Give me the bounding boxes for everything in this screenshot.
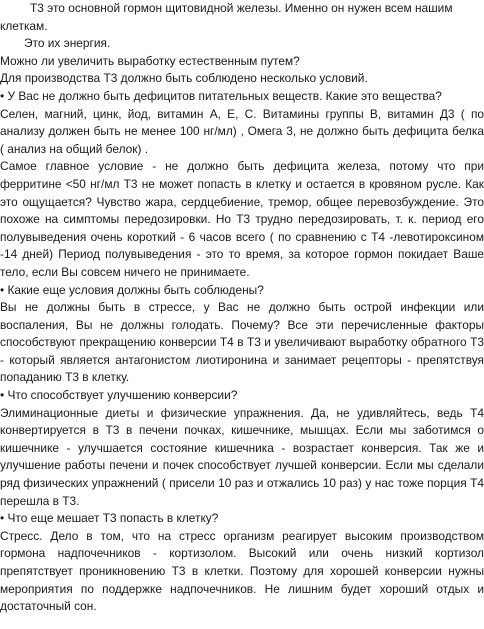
paragraph-cortisol: Стресс. Дело в том, что на стресс организм реагирует высоким производством гормона надпочечников - кортизолом. Высокий или очень низкий кортизол препятствует проникновению Т3 в клетки. Поэтому для хорошей конверсии нужны мероприятия по поддержке надпочечников. Не лишним будет хороший отдых и достаточный сон. [0,528,484,614]
bullet-other-conditions: • Какие еще условия должны быть соблюдены? [0,282,484,300]
question-increase: Можно ли увеличить выработку естественным путем? [0,53,300,68]
paragraph-iron: Самое главное условие - не должно быть дефицита железа, потому что при ферритине <50 нг/мл Т3 не может попасть в клетку и остается в кровяном русле. Как это ощущается? Чувство жара, сердцебиение, тремор, общее перевозбуждение. Это похоже на симптомы передозировки. Но Т3 трудно передозировать, т. к. период его полувыведения очень короткий - 6 часов всего ( по сравнению с Т4 -левотироксином -14 дней) Период полувыведения - это то время, за которое гормон покидает Ваше тело, если Вы совсем ничего не принимаете. [0,159,484,279]
bullet-prevent-entry: • Что еще мешает Т3 попасть в клетку? [0,510,484,528]
paragraph-conditions-intro: Для производства Т3 должно быть соблюдено несколько условий. [0,71,368,86]
paragraph-nutrients: Селен, магний, цинк, йод, витамин А, Е, С. Витамины группы В, витамин Д3 ( по анализу должен быть не менее 100 нг/мл) , Омега 3, не должно быть дефицита белка ( анализ на общий белок) . [0,106,484,156]
bullet-improve-conversion: • Что способствует улучшению конверсии? [0,387,484,405]
paragraph-intro: Т3 это основной гормон щитовидной железы. Именно он нужен всем нашим клеткам. [0,1,453,33]
bullet-deficit: • У Вас не должно быть дефицитов питательных веществ. Какие это вещества? [0,88,484,106]
paragraph-diets: Элиминационные диеты и физические упражнения. Да, не удивляйтесь, ведь Т4 конвертируется в Т3 в печени почках, кишечнике, мышцах. Если мы заботимся о кишечнике - улучшается состояние кишечника - возрастает конверсия. Так же и улучшение работы печени и почек способствует лучшей конверсии. Если мы сделали ряд физических упражнений ( присели 10 раз и отжались 10 раз) у нас тоже порция Т4 перешла в Т3. [0,405,484,508]
paragraph-stress: Вы не должны быть в стрессе, у Вас не должно быть острой инфекции или воспаления, Вы не должны голодать. Почему? Все эти перечисленные факторы способствуют прекращению конверсии Т4 в Т3 и увеличивают выработку обратного Т3 - который является антагонистом лиотиронина и занимает рецепторы - препятствуя попаданию Т3 в клетку. [0,300,484,385]
paragraph-energy: Это их энергия. [24,36,111,51]
